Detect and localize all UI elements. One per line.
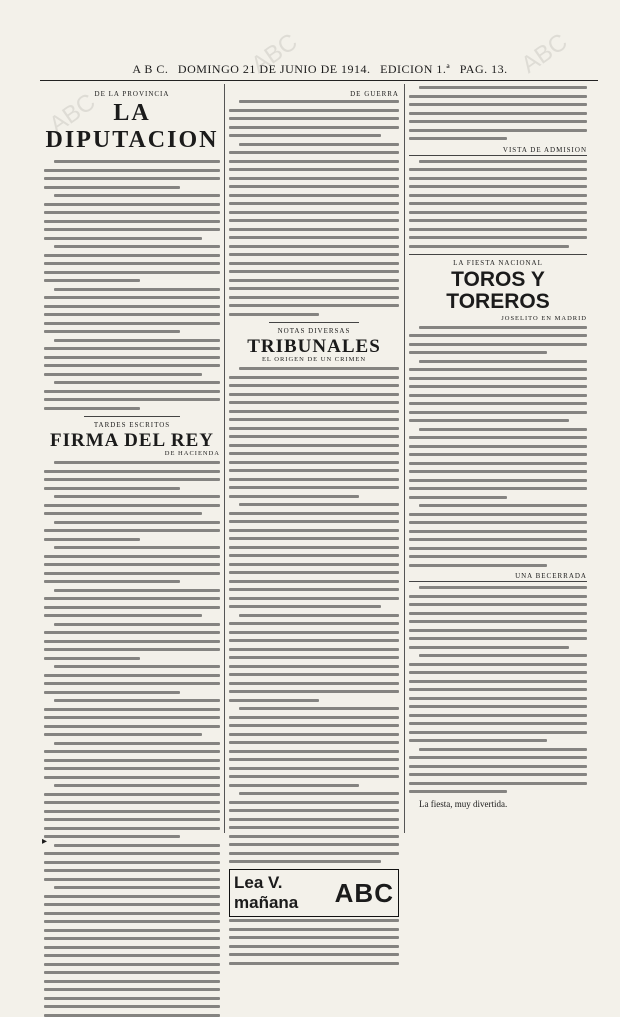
subhead-origen-crimen: EL ORIGEN DE UN CRIMEN: [261, 356, 367, 364]
article-guerra-body: [229, 100, 399, 316]
column-1: [44, 86, 220, 835]
column-divider-2: [404, 84, 405, 833]
separator: [84, 416, 180, 417]
headline-tribunales: TRIBUNALES: [247, 335, 381, 357]
headline-diputacion: LA DIPUTACION: [45, 100, 219, 153]
column-3: [409, 86, 587, 835]
section-kicker-2: TARDES ESCRITOS: [93, 420, 171, 429]
separator-notas: [269, 322, 359, 323]
subhead-vista-admision: VISTA DE ADMISION: [409, 146, 587, 156]
headline-firma-del-rey: FIRMA DEL REY: [50, 429, 214, 451]
article-vista-body: [409, 160, 587, 248]
header-page: PAG. 13.: [459, 62, 508, 76]
separator-toros: [409, 254, 587, 255]
subhead-becerrada: UNA BECERRADA: [409, 572, 587, 582]
article-firma-body: [44, 461, 220, 1017]
watermark-left: ABC: [44, 88, 101, 139]
advertisement-abc: [229, 869, 399, 917]
section-kicker-notas: NOTAS DIVERSAS: [277, 326, 351, 335]
article-tribunales-body: [229, 367, 399, 863]
watermark-mid: ABC: [246, 28, 303, 79]
section-kicker: DE LA PROVINCIA: [94, 90, 170, 98]
header-rule: [40, 80, 598, 81]
header-date: DOMINGO 21 DE JUNIO DE 1914.: [177, 62, 371, 76]
ad-text: Lea V. mañana: [234, 873, 299, 913]
page-header: [60, 62, 580, 80]
subhead-joselito: JOSELITO EN MADRID: [501, 314, 587, 322]
article-tail: [229, 919, 399, 965]
article-toros-body: [409, 326, 587, 567]
header-edition: EDICION 1.ª: [380, 62, 451, 76]
ad-logo: ABC: [334, 877, 394, 908]
article-diputacion-body: [44, 160, 220, 410]
article-becerrada-body: [409, 586, 587, 793]
section-kicker-guerra: DE GUERRA: [350, 90, 399, 98]
corner-mark: ▸: [42, 836, 48, 847]
closing-line: La fiesta, muy divertida.: [419, 798, 508, 809]
subhead-hacienda: DE HACIENDA: [164, 450, 220, 458]
column-2: [229, 86, 399, 913]
paper-name: A B C.: [132, 62, 169, 76]
column-divider-1: [224, 84, 225, 833]
article-tribunales-cont: [409, 86, 587, 140]
headline-toros-y-toreros: TOROS Y TOREROS: [446, 267, 550, 313]
watermark-right: ABC: [516, 28, 573, 79]
section-kicker-fiesta: LA FIESTA NACIONAL: [453, 258, 543, 267]
